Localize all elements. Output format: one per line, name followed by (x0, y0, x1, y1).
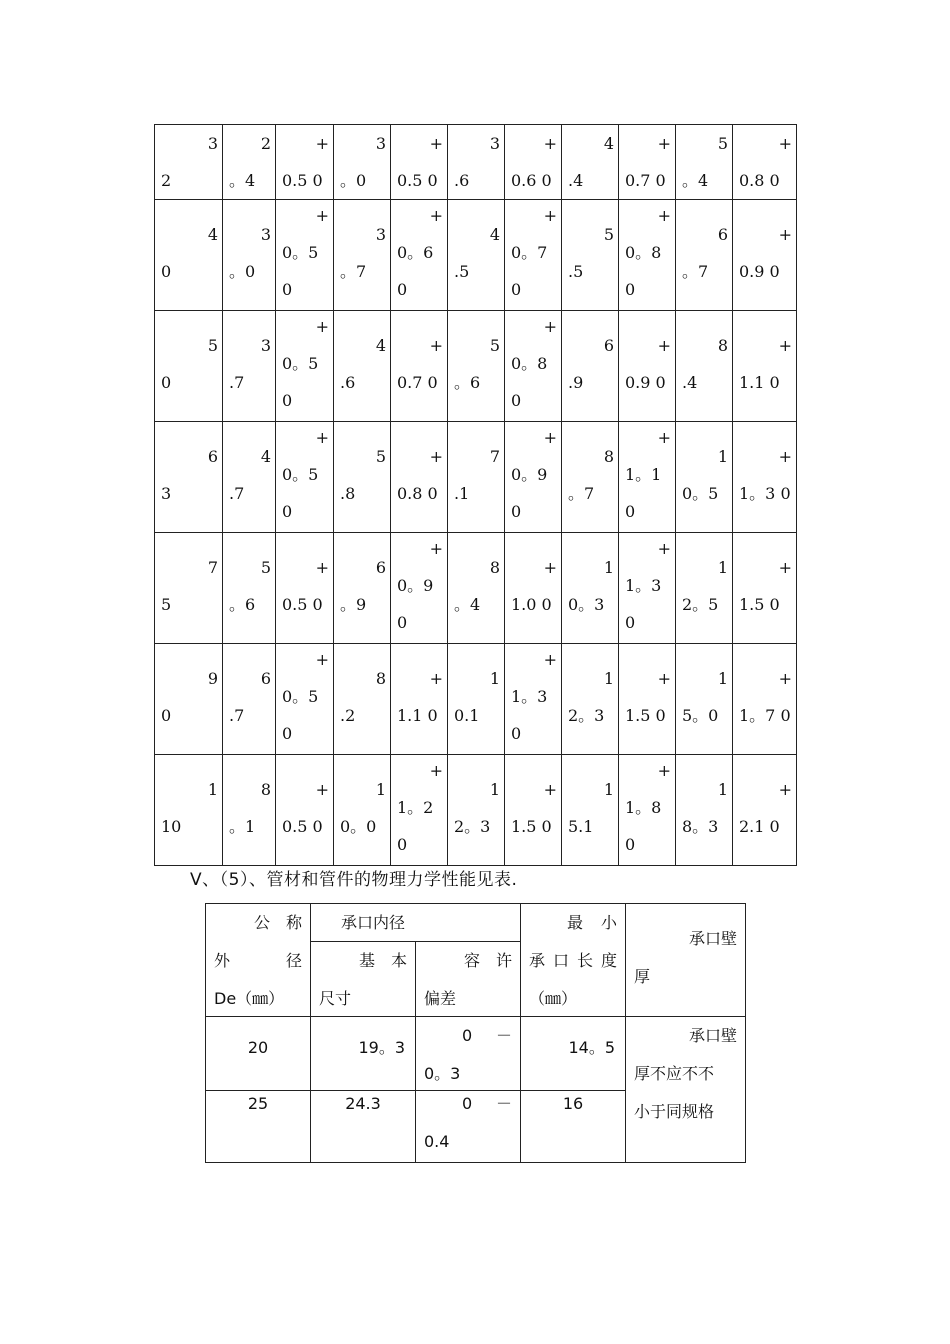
table-cell (619, 125, 676, 200)
cell-line: .9 (568, 373, 584, 392)
cell-line-top: + (778, 134, 792, 153)
table-cell (619, 311, 676, 422)
cell-line-top: 1 (717, 669, 728, 688)
cell-line-top: 5 (717, 134, 728, 153)
table-cell (391, 755, 448, 866)
cell-line-top: + (429, 206, 443, 225)
header-basic-size: 基 本 尺寸 (311, 942, 416, 1017)
cell-line: 1.5 0 (511, 817, 552, 836)
table-cell (733, 755, 797, 866)
table-cell-tolerance: 0 － 0.4 (416, 1091, 521, 1163)
table-row (155, 125, 797, 200)
cell-line-top: + (543, 558, 557, 577)
cell-line: 0。5 (282, 243, 319, 262)
socket-dimension-table (205, 903, 746, 1163)
cell-line-top: + (315, 134, 329, 153)
cell-line-top: + (778, 558, 792, 577)
table-cell (276, 644, 334, 755)
cell-line-top: + (657, 761, 671, 780)
cell-line-top: + (657, 134, 671, 153)
table-cell (391, 311, 448, 422)
cell-line: 0。5 (282, 354, 319, 373)
cell-line-top: + (429, 761, 443, 780)
table-cell (676, 644, 733, 755)
cell-line: 5.1 (568, 817, 594, 836)
table-cell (155, 533, 223, 644)
cell-line-top: 1 (603, 780, 614, 799)
cell-line: .5 (454, 262, 470, 281)
cell-line: 0.8 0 (739, 171, 780, 190)
cell-line-top: 7 (489, 447, 500, 466)
cell-line: 0。7 (511, 243, 548, 262)
table-cell (562, 125, 619, 200)
table-cell (276, 125, 334, 200)
cell-line-top: 3 (489, 134, 500, 153)
cell-line: 0 (282, 391, 293, 410)
table-cell (155, 311, 223, 422)
cell-line-top: 9 (207, 669, 218, 688)
cell-line: 1。1 (625, 465, 662, 484)
table-cell-tolerance: 0 － 0。3 (416, 1017, 521, 1091)
table-cell (448, 533, 505, 644)
cell-line-top: 1 (375, 780, 386, 799)
cell-line: 0.1 (454, 706, 480, 725)
cell-line-top: 4 (260, 447, 271, 466)
cell-line: 0。5 (282, 687, 319, 706)
cell-line: 0 (161, 373, 172, 392)
cell-line-top: + (315, 780, 329, 799)
table-cell (155, 755, 223, 866)
table-cell (223, 311, 276, 422)
cell-line: .4 (568, 171, 584, 190)
cell-line-top: 3 (207, 134, 218, 153)
table-cell (223, 125, 276, 200)
table-cell (733, 125, 797, 200)
table-cell (676, 533, 733, 644)
cell-line: 10 (161, 817, 182, 836)
cell-line: 2。5 (682, 595, 719, 614)
cell-line: 0 (161, 706, 172, 725)
cell-line: 。7 (340, 262, 367, 281)
table-cell (276, 311, 334, 422)
table-cell (562, 644, 619, 755)
table-cell (334, 644, 391, 755)
cell-line: 1。3 (511, 687, 548, 706)
cell-line: 。6 (229, 595, 256, 614)
cell-line-top: 8 (375, 669, 386, 688)
table-cell (676, 422, 733, 533)
cell-line-top: 4 (603, 134, 614, 153)
cell-line-top: + (315, 650, 329, 669)
table-cell-basic: 19。3 (311, 1017, 416, 1091)
cell-line: 。0 (229, 262, 256, 281)
cell-line: 0 (625, 280, 636, 299)
cell-line: 0。8 (625, 243, 662, 262)
table-cell (334, 533, 391, 644)
cell-line-top: 5 (260, 558, 271, 577)
table-cell (505, 200, 562, 311)
table-cell (391, 533, 448, 644)
cell-line-top: 1 (603, 669, 614, 688)
table-cell (505, 125, 562, 200)
wall-thickness-note: 承口壁 厚不应不不 小于同规格 (626, 1017, 746, 1163)
table-cell (276, 755, 334, 866)
cell-line: .2 (340, 706, 356, 725)
cell-line-top: 8 (603, 447, 614, 466)
cell-line-top: + (429, 669, 443, 688)
cell-line: 0 (511, 724, 522, 743)
table-cell (505, 533, 562, 644)
cell-line: 1。3 (625, 576, 662, 595)
cell-line-top: 5 (603, 225, 614, 244)
cell-line-top: + (543, 206, 557, 225)
cell-line: 2。3 (568, 706, 605, 725)
table-cell (391, 644, 448, 755)
cell-line: 0.5 0 (397, 171, 438, 190)
cell-line: 。7 (568, 484, 595, 503)
cell-line: 1.5 0 (625, 706, 666, 725)
cell-line: 0 (511, 502, 522, 521)
table-cell (676, 125, 733, 200)
table-cell (733, 200, 797, 311)
cell-line: 1.5 0 (739, 595, 780, 614)
cell-line: .6 (454, 171, 470, 190)
cell-line-top: + (778, 780, 792, 799)
table-cell (448, 200, 505, 311)
cell-line-top: + (315, 206, 329, 225)
cell-line-top: + (543, 428, 557, 447)
table-cell (619, 422, 676, 533)
header-min-socket-length: 最 小 承口长度 （㎜） (521, 904, 626, 1017)
table-cell (276, 422, 334, 533)
cell-line-top: 6 (603, 336, 614, 355)
cell-line-top: + (429, 134, 443, 153)
table-cell (619, 533, 676, 644)
cell-line-top: 3 (260, 225, 271, 244)
cell-line-top: + (315, 558, 329, 577)
cell-line: .7 (229, 706, 245, 725)
cell-line: 0。9 (397, 576, 434, 595)
table-cell (223, 755, 276, 866)
cell-line: 2 (161, 171, 172, 190)
header-socket-wall-thickness: 承口壁 厚 (626, 904, 746, 1017)
cell-line-top: 5 (489, 336, 500, 355)
cell-line: 1.1 0 (739, 373, 780, 392)
cell-line: 0.5 0 (282, 595, 323, 614)
cell-line: 0。9 (511, 465, 548, 484)
cell-line-top: + (657, 669, 671, 688)
cell-line: 0 (625, 613, 636, 632)
cell-line-top: 5 (375, 447, 386, 466)
cell-line-top: + (778, 225, 792, 244)
table-cell (448, 755, 505, 866)
table-cell (334, 311, 391, 422)
table-cell (334, 755, 391, 866)
table-cell (155, 422, 223, 533)
cell-line-top: 4 (207, 225, 218, 244)
table-cell (155, 125, 223, 200)
cell-line: 2.1 0 (739, 817, 780, 836)
cell-line-top: + (543, 317, 557, 336)
cell-line-top: 6 (207, 447, 218, 466)
cell-line: 0 (397, 835, 408, 854)
table-cell (619, 755, 676, 866)
cell-line: 0.5 0 (282, 171, 323, 190)
table-cell (505, 755, 562, 866)
table-cell (223, 422, 276, 533)
cell-line: 0 (511, 391, 522, 410)
table-row (155, 755, 797, 866)
cell-line: 。4 (682, 171, 709, 190)
cell-line-top: + (429, 539, 443, 558)
cell-line: .8 (340, 484, 356, 503)
cell-line: 0 (282, 724, 293, 743)
cell-line-top: 1 (489, 669, 500, 688)
cell-line: 0。5 (282, 465, 319, 484)
cell-line-top: 3 (260, 336, 271, 355)
cell-line-top: + (543, 650, 557, 669)
table-cell (676, 311, 733, 422)
table-cell (562, 311, 619, 422)
table-cell (223, 200, 276, 311)
cell-line-top: 3 (375, 225, 386, 244)
cell-line: .5 (568, 262, 584, 281)
cell-line-top: 8 (717, 336, 728, 355)
cell-line: 0.9 0 (739, 262, 780, 281)
table-cell-de: 25 (206, 1091, 311, 1163)
cell-line: 1。3 0 (739, 484, 791, 503)
table-cell (448, 125, 505, 200)
cell-line: 1.1 0 (397, 706, 438, 725)
table-cell (733, 311, 797, 422)
cell-line-top: 3 (375, 134, 386, 153)
table-row (155, 533, 797, 644)
cell-line: 0.7 0 (397, 373, 438, 392)
table-cell (505, 311, 562, 422)
cell-line-top: 1 (489, 780, 500, 799)
table-row (155, 311, 797, 422)
cell-line: 。1 (229, 817, 256, 836)
cell-line: 0。0 (340, 817, 377, 836)
cell-line-top: + (315, 428, 329, 447)
cell-line: 0。6 (397, 243, 434, 262)
cell-line: 。6 (454, 373, 481, 392)
header-socket-inner-diameter: 承口内径 (311, 904, 521, 942)
table-cell (733, 422, 797, 533)
table-cell (562, 533, 619, 644)
cell-line-top: + (543, 780, 557, 799)
cell-line: 2。3 (454, 817, 491, 836)
cell-line: 0 (282, 280, 293, 299)
cell-line-top: 1 (207, 780, 218, 799)
cell-line: 0。8 (511, 354, 548, 373)
cell-line: 。7 (682, 262, 709, 281)
table-row (155, 644, 797, 755)
cell-line-top: 1 (717, 780, 728, 799)
cell-line: 0.9 0 (625, 373, 666, 392)
table-cell (619, 200, 676, 311)
table-cell (505, 644, 562, 755)
table-cell-basic: 24.3 (311, 1091, 416, 1163)
cell-line: 0.7 0 (625, 171, 666, 190)
cell-line-top: + (778, 336, 792, 355)
table-cell (223, 644, 276, 755)
cell-line: 0 (161, 262, 172, 281)
cell-line-top: + (657, 336, 671, 355)
cell-line: .7 (229, 484, 245, 503)
table-cell (562, 755, 619, 866)
cell-line-top: 6 (375, 558, 386, 577)
table-cell (334, 125, 391, 200)
table-cell (391, 422, 448, 533)
cell-line-top: 6 (717, 225, 728, 244)
cell-line: 。9 (340, 595, 367, 614)
cell-line-top: + (778, 669, 792, 688)
table-cell (391, 125, 448, 200)
table-cell (505, 422, 562, 533)
cell-line: 5。0 (682, 706, 719, 725)
table-cell-min-length: 14。5 (521, 1017, 626, 1091)
cell-line-top: + (778, 447, 792, 466)
table-cell (619, 644, 676, 755)
cell-line: 。4 (229, 171, 256, 190)
table-cell (155, 644, 223, 755)
cell-line: 1。7 0 (739, 706, 791, 725)
cell-line-top: + (657, 428, 671, 447)
cell-line-top: 4 (375, 336, 386, 355)
table-cell (733, 533, 797, 644)
cell-line: 0.5 0 (282, 817, 323, 836)
cell-line-top: 1 (717, 558, 728, 577)
cell-line: 5 (161, 595, 172, 614)
cell-line-top: + (429, 336, 443, 355)
table-cell (223, 533, 276, 644)
cell-line: 0 (625, 502, 636, 521)
cell-line: 8。3 (682, 817, 719, 836)
table-cell (334, 200, 391, 311)
cell-line: 1.0 0 (511, 595, 552, 614)
cell-line: 0.6 0 (511, 171, 552, 190)
cell-line-top: 5 (207, 336, 218, 355)
cell-line: .7 (229, 373, 245, 392)
cell-line: 0。3 (568, 595, 605, 614)
header-tolerance: 容 许 偏差 (416, 942, 521, 1017)
table-cell (276, 200, 334, 311)
cell-line-top: 1 (717, 447, 728, 466)
header-nominal-diameter: 公 称 外 径 De（㎜） (206, 904, 311, 1017)
cell-line-top: 1 (603, 558, 614, 577)
table-cell-min-length: 16 (521, 1091, 626, 1163)
cell-line: 。0 (340, 171, 367, 190)
table-cell (448, 644, 505, 755)
cell-line-top: + (315, 317, 329, 336)
cell-line: 0 (625, 835, 636, 854)
cell-line: 3 (161, 484, 172, 503)
cell-line: 。4 (454, 595, 481, 614)
cell-line: 0 (511, 280, 522, 299)
table-row (155, 200, 797, 311)
table-cell (276, 533, 334, 644)
cell-line-top: + (543, 134, 557, 153)
cell-line-top: 6 (260, 669, 271, 688)
table-cell (448, 422, 505, 533)
cell-line-top: + (429, 447, 443, 466)
cell-line-top: 8 (489, 558, 500, 577)
cell-line: .4 (682, 373, 698, 392)
table-cell (733, 644, 797, 755)
table-row (155, 422, 797, 533)
cell-line: 0 (397, 613, 408, 632)
cell-line-top: 4 (489, 225, 500, 244)
cell-line: 0 (397, 280, 408, 299)
cell-line-top: 2 (260, 134, 271, 153)
table-cell (448, 311, 505, 422)
cell-line: .6 (340, 373, 356, 392)
pipe-dimension-table (154, 124, 797, 866)
table-cell (676, 755, 733, 866)
table-cell-de: 20 (206, 1017, 311, 1091)
cell-line-top: 7 (207, 558, 218, 577)
section-caption: V、（5）、管材和管件的物理力学性能见表. (190, 870, 518, 890)
cell-line: 0.8 0 (397, 484, 438, 503)
cell-line: 1。8 (625, 798, 662, 817)
cell-line-top: 8 (260, 780, 271, 799)
table-cell (334, 422, 391, 533)
table-cell (676, 200, 733, 311)
cell-line: 1。2 (397, 798, 434, 817)
cell-line-top: + (657, 539, 671, 558)
table-cell (562, 422, 619, 533)
table-cell (562, 200, 619, 311)
cell-line: 0。5 (682, 484, 719, 503)
cell-line: 0 (282, 502, 293, 521)
table-cell (155, 200, 223, 311)
cell-line-top: + (657, 206, 671, 225)
table-cell (391, 200, 448, 311)
cell-line: .1 (454, 484, 470, 503)
